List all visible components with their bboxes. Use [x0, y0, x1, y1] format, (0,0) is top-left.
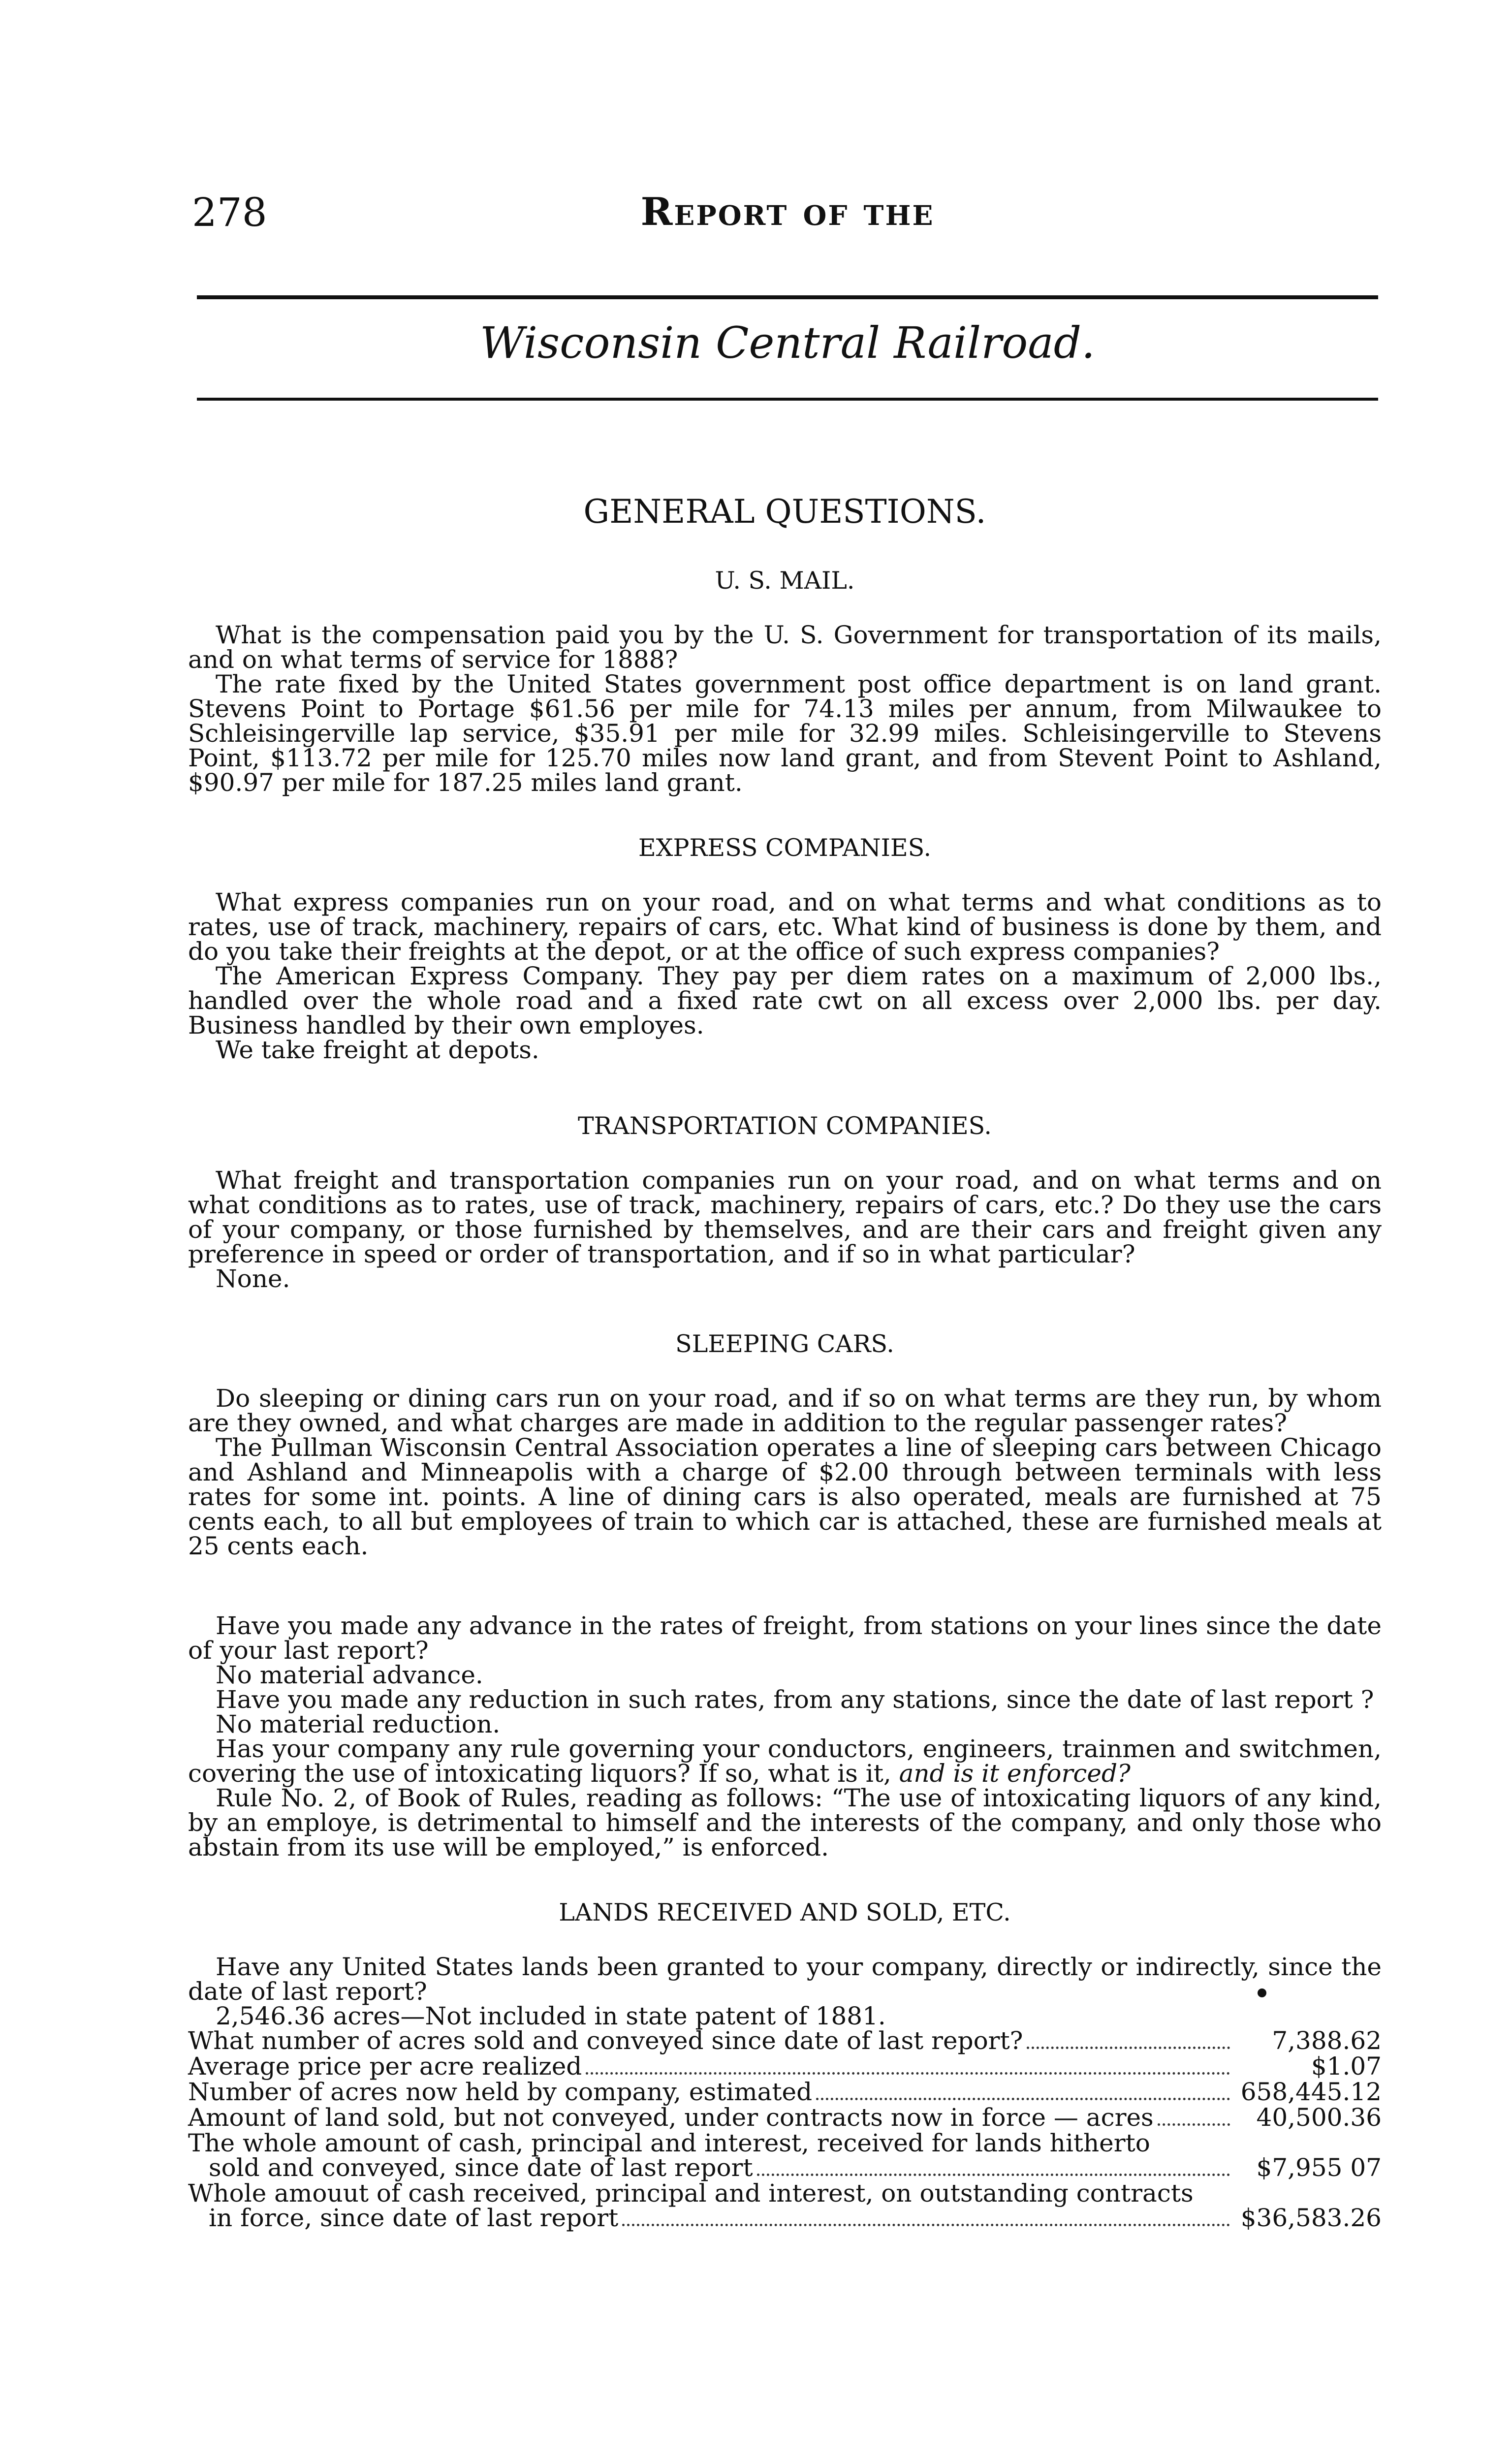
- land-stat-row: [188, 2028, 1382, 2054]
- leader-dots: [622, 2224, 1230, 2226]
- us-mail-question: What is the compensation paid you by the U. S. Government for transportation of its mails, and on what terms of service for 1888?: [188, 621, 1382, 674]
- liquor-rule-question: [188, 1736, 1382, 1786]
- sleeping-answer: The Pullman Wisconsin Central Association operates a line of sleeping cars between Chicago and Ashland and Minneapolis with a charge of $2.00 through between terminals with less rates for some int. points. A line of dining cars is also operated, meals are furnished at 75 cents each, to all but employees of train to which car is attached, these are furnished meals at 25 cents each.: [188, 1433, 1382, 1560]
- us-mail-heading: U. S. MAIL.: [715, 567, 855, 595]
- rates-reduction-answer: No material reduction.: [216, 1710, 501, 1738]
- cash-lands-row-line1: The whole amount of cash, principal and interest, received for lands hitherto: [188, 2129, 1150, 2157]
- leader-dots: [1158, 2123, 1230, 2126]
- leader-dots: [586, 2072, 1230, 2075]
- running-head: [192, 189, 1383, 244]
- land-stat-label: Amount of land sold, but not conveyed, under contracts now in force — acres: [188, 2103, 1154, 2132]
- top-rule: [197, 295, 1378, 299]
- express-heading: EXPRESS COMPANIES.: [638, 834, 932, 862]
- rates-advance-question: Have you made any advance in the rates of freight, from stations on your lines since the date of your last report?: [188, 1611, 1382, 1665]
- express-answer: The American Express Company. They pay per diem rates on a maximum of 2,000 lbs., handled over the whole road and a fixed rate cwt on all excess over 2,000 lbs. per day. Business handled by their own employes.: [188, 962, 1382, 1040]
- land-stat-label: Average price per acre realized: [188, 2052, 582, 2081]
- lands-question: Have any United States lands been granted to your company, directly or indirectly, since the date of last report?: [188, 1953, 1382, 2006]
- cash-lands-row: [188, 2155, 1382, 2181]
- land-stat-value: 658,445.12: [1240, 2078, 1382, 2106]
- liquor-question-text: Has your company any rule governing your conductors, engineers, trainmen and switchmen, covering the use of intoxicating liquors? If so, what is it,: [188, 1735, 1382, 1788]
- sleeping-question: Do sleeping or dining cars run on your road, and if so on what terms are they run, by whom are they owned, and what charges are made in addition to the regular passenger rates?: [188, 1384, 1382, 1437]
- transportation-answer: None.: [216, 1264, 290, 1293]
- section-title: GENERAL QUESTIONS.: [583, 493, 986, 531]
- land-stat-row: [188, 2105, 1382, 2131]
- leader-dots: [816, 2098, 1230, 2100]
- page-number: 278: [192, 189, 267, 235]
- sleeping-heading: SLEEPING CARS.: [675, 1330, 894, 1358]
- cash-lands-label: sold and conveyed, since date of last report: [209, 2153, 753, 2182]
- express-question: What express companies run on your road, and on what terms and what conditions as to rates, use of track, machinery, repairs of cars, etc. What kind of business is done by them, and do you take their freights at the depot, or at the office of such express companies?: [188, 888, 1382, 966]
- land-stat-row: [188, 2054, 1382, 2080]
- land-stat-label: What number of acres sold and conveyed since date of last report?: [188, 2026, 1023, 2055]
- leader-dots: [757, 2174, 1230, 2176]
- rates-advance-answer: No material advance.: [216, 1661, 483, 1689]
- us-mail-answer: The rate fixed by the United States government post office department is on land grant. Stevens Point to Portage $61.56 per mile for 74.13 miles per annum, from Milwaukee to Schleisingerville lap service, $35.91 per mile for 32.99 miles. Schleisingerville to Stevens Point, $113.72 per mile for 125.70 miles now land grant, and from Stevent Point to Ashland, $90.97 per mile for 187.25 miles land grant.: [188, 670, 1382, 797]
- contracts-value: $36,583.26: [1240, 2204, 1382, 2232]
- land-stat-value: 40,500.36: [1256, 2103, 1382, 2132]
- report-title: Report of the: [640, 189, 935, 234]
- rates-reduction-question: Have you made any reduction in such rates, from any stations, since the date of last report ?: [216, 1685, 1374, 1714]
- liquor-question-italic: and is it enforced?: [899, 1759, 1131, 1788]
- land-stat-label: Number of acres now held by company, estimated: [188, 2078, 813, 2106]
- land-stat-row: [188, 2080, 1382, 2105]
- contracts-row-line1: Whole amouut of cash received, principal and interest, on outstanding contracts: [188, 2179, 1194, 2208]
- land-rows-table: [188, 2028, 1382, 2131]
- express-answer-depots: We take freight at depots.: [216, 1036, 539, 1064]
- land-stat-value: $1.07: [1311, 2052, 1382, 2081]
- railroad-title: Wisconsin Central Railroad.: [479, 317, 1096, 368]
- leader-dots: [1027, 2047, 1230, 2049]
- transportation-heading: TRANSPORTATION COMPANIES.: [577, 1112, 992, 1140]
- lands-heading: LANDS RECEIVED AND SOLD, ETC.: [559, 1898, 1011, 1926]
- lands-answer: 2,546.36 acres—Not included in state patent of 1881.: [216, 2002, 886, 2030]
- transportation-question: What freight and transportation companies run on your road, and on what terms and on what conditions as to rates, use of track, machinery, repairs of cars, etc.? Do they use the cars of your company, or those furnished by themselves, and are their cars and freight given any preference in speed or order of transportation, and if so in what particular?: [188, 1166, 1382, 1268]
- bottom-rule: [197, 398, 1378, 401]
- contracts-label: in force, since date of last report: [209, 2204, 619, 2232]
- cash-lands-value: $7,955 07: [1256, 2153, 1382, 2182]
- main-content: [188, 492, 1382, 2231]
- ink-speck: [1258, 1988, 1266, 1997]
- liquor-rule-answer: Rule No. 2, of Book of Rules, reading as follows: “The use of intoxicating liquors of any kind, by an employe, is detrimental to himself and the interests of the company, and only those who abstain from its use will be employed,” is enforced.: [188, 1784, 1382, 1862]
- land-stat-value: 7,388.62: [1272, 2026, 1382, 2055]
- contracts-row: [188, 2206, 1382, 2231]
